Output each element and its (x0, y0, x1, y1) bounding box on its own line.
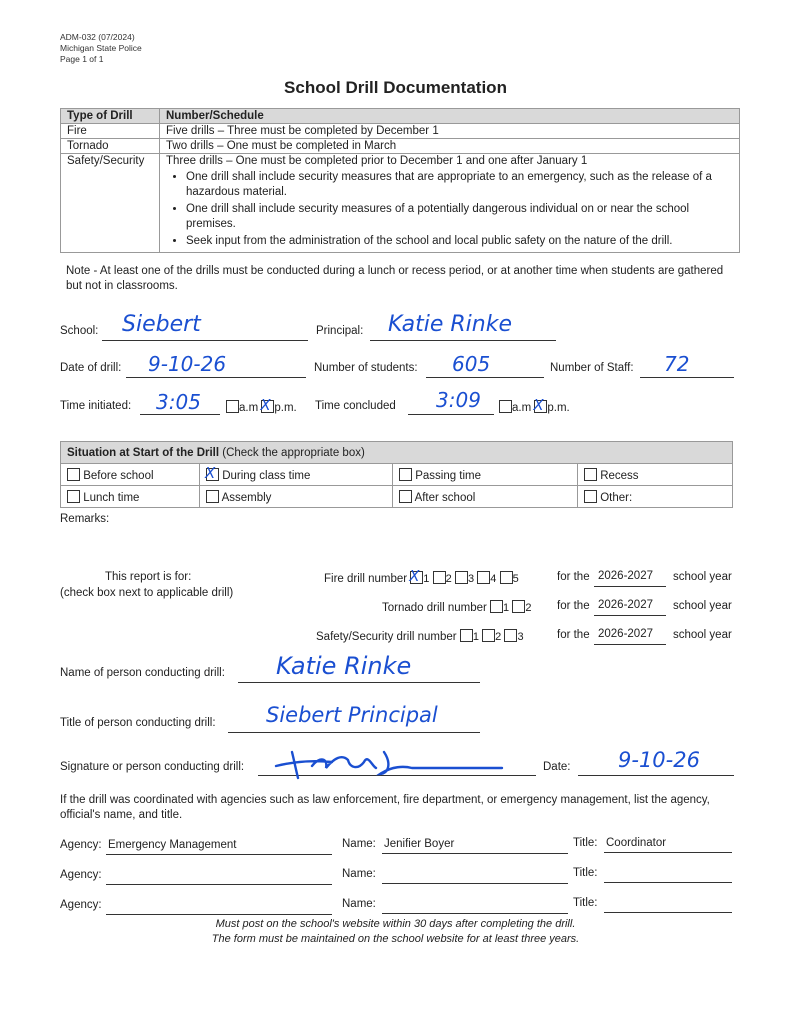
date-field[interactable]: 9-10-26 (148, 352, 227, 376)
name-field[interactable]: Jenifier Boyer (384, 838, 455, 850)
am-checkbox[interactable] (226, 400, 239, 413)
principal-field[interactable]: Katie Rinke (388, 312, 513, 337)
tornado-drill-label: Tornado drill number (382, 602, 487, 614)
title-label: Title: (573, 897, 598, 909)
principal-line (370, 340, 556, 341)
safety-for-the: for the (557, 629, 590, 641)
name-label: Name: (342, 838, 376, 850)
num-label: 2 (445, 573, 452, 585)
conductor-name-line (238, 682, 480, 683)
title-label: Title: (573, 867, 598, 879)
situation-header-note: (Check the appropriate box) (219, 446, 365, 459)
safety-drill-row (316, 629, 524, 643)
safety-2-checkbox[interactable] (482, 629, 495, 642)
time-initiated-field[interactable]: 3:05 (156, 390, 201, 414)
name-line (382, 853, 568, 854)
time-concluded-line (408, 414, 494, 415)
conductor-title-field[interactable]: Siebert Principal (266, 703, 438, 727)
situation-header (61, 442, 733, 464)
safety-bullet: • One drill shall include security measures of a potentially dangerous individual on or near the school premises. (186, 202, 733, 232)
option-label: Before school (83, 469, 154, 482)
tornado-drill-row (382, 600, 532, 614)
page-number: Page 1 of 1 (60, 54, 104, 64)
am-label: a.m (239, 402, 259, 414)
time-concluded-field[interactable]: 3:09 (436, 388, 481, 412)
am-label: a.m (512, 402, 532, 414)
conductor-name-field[interactable]: Katie Rinke (276, 652, 412, 680)
school-field[interactable]: Siebert (122, 312, 201, 337)
school-line (102, 340, 308, 341)
col-type-header: Type of Drill (61, 109, 160, 124)
option-label: Passing time (415, 469, 482, 482)
agency-line[interactable] (106, 884, 332, 885)
option-label: After school (414, 491, 476, 504)
safety-year-line (594, 644, 666, 645)
safety-1-checkbox[interactable] (460, 629, 473, 642)
principal-label: Principal: (316, 325, 364, 337)
safety-bullets (166, 170, 733, 249)
situation-option[interactable] (393, 486, 578, 508)
footer-line-2: The form must be maintained on the school website for at least three years. (211, 933, 580, 945)
fire-year-field[interactable]: 2026-2027 (598, 570, 653, 582)
date-label: Date of drill: (60, 362, 122, 374)
title-line[interactable] (604, 912, 732, 913)
title-field[interactable]: Coordinator (606, 837, 667, 849)
situation-table (60, 441, 733, 508)
recess-checkbox[interactable] (584, 468, 597, 481)
lunch-time-checkbox[interactable] (67, 490, 80, 503)
title-line (604, 852, 732, 853)
tornado-for-the: for the (557, 600, 590, 612)
agency-label: Agency: (60, 899, 102, 911)
passing-time-checkbox[interactable] (399, 468, 412, 481)
signature-date-line (578, 775, 734, 776)
conductor-title-label: Title of person conducting drill: (60, 717, 216, 729)
situation-option[interactable] (578, 464, 733, 486)
fire-1-checkbox[interactable] (410, 571, 423, 584)
fire-2-checkbox[interactable] (433, 571, 446, 584)
name-label: Name: (342, 868, 376, 880)
situation-option[interactable] (393, 464, 578, 486)
other-checkbox[interactable] (584, 490, 597, 503)
agency-label: Agency: (60, 869, 102, 881)
num-label: 1 (472, 631, 479, 643)
fire-school-year: school year (673, 571, 732, 583)
conductor-title-line (228, 732, 480, 733)
fire-5-checkbox[interactable] (500, 571, 513, 584)
remarks-label: Remarks: (60, 513, 110, 525)
agency-line[interactable] (106, 914, 332, 915)
safety-3-checkbox[interactable] (504, 629, 517, 642)
pm-checkbox[interactable] (534, 400, 547, 413)
tornado-1-checkbox[interactable] (490, 600, 503, 613)
safety-drill-label: Safety/Security drill number (316, 631, 457, 643)
staff-label: Number of Staff: (550, 362, 634, 374)
agency-line (106, 854, 332, 855)
footer-line-1: Must post on the school's website within 30 days after completing the drill. (215, 918, 576, 930)
report-check-label: (check box next to applicable drill) (60, 587, 234, 599)
fire-drill-row (324, 571, 519, 585)
name-label: Name: (342, 898, 376, 910)
safety-year-field[interactable]: 2026-2027 (598, 628, 653, 640)
after-school-checkbox[interactable] (399, 490, 412, 503)
situation-option[interactable] (200, 486, 393, 508)
time-initiated-label: Time initiated: (60, 400, 132, 412)
fire-type: Fire (61, 124, 160, 139)
page-title: School Drill Documentation (284, 78, 507, 97)
date-line (126, 377, 306, 378)
staff-line (640, 377, 734, 378)
during-class-checkbox[interactable] (206, 468, 219, 481)
situation-option[interactable] (578, 486, 733, 508)
tornado-year-line (594, 615, 666, 616)
fire-schedule: Five drills – Three must be completed by December 1 (160, 124, 740, 139)
signature-date-field[interactable]: 9-10-26 (618, 748, 700, 772)
name-line[interactable] (382, 883, 568, 884)
pm-checkbox[interactable] (261, 400, 274, 413)
option-label: Other: (600, 491, 633, 504)
situation-header-bold: Situation at Start of the Drill (67, 446, 220, 459)
option-label: Recess (600, 469, 639, 482)
safety-school-year: school year (673, 629, 732, 641)
fire-4-checkbox[interactable] (477, 571, 490, 584)
form-id: ADM-032 (07/2024) (60, 32, 135, 42)
option-label: During class time (222, 469, 311, 482)
conductor-name-label: Name of person conducting drill: (60, 667, 225, 679)
assembly-checkbox[interactable] (206, 490, 219, 503)
time-initiated-line (140, 414, 220, 415)
safety-type: Safety/Security (61, 154, 160, 253)
signature-image[interactable] (272, 744, 512, 780)
am-checkbox[interactable] (499, 400, 512, 413)
students-line (426, 377, 544, 378)
situation-option[interactable] (200, 464, 393, 486)
time-concluded-label: Time concluded (315, 400, 396, 412)
num-label: 1 (503, 602, 510, 614)
fire-drill-label: Fire drill number (324, 573, 408, 585)
tornado-school-year: school year (673, 600, 732, 612)
title-line[interactable] (604, 882, 732, 883)
tornado-schedule: Two drills – One must be completed in March (160, 139, 740, 154)
num-label: 1 (423, 573, 430, 585)
safety-schedule: Three drills – One must be completed prior to December 1 and one after January 1 (166, 155, 588, 167)
staff-field[interactable]: 72 (664, 352, 690, 376)
fire-for-the: for the (557, 571, 590, 583)
report-for-label: This report is for: (105, 571, 192, 583)
before-school-checkbox[interactable] (67, 468, 80, 481)
time-conc-ampm (499, 400, 570, 414)
lunch-recess-note: Note - At least one of the drills must be conducted during a lunch or recess period, or at another time when students are gathered but not in classrooms. (66, 265, 724, 292)
num-label: 3 (467, 573, 475, 585)
pm-label: p.m. (547, 402, 570, 414)
drill-requirements-table (60, 108, 740, 253)
num-label: 3 (517, 631, 524, 643)
num-label: 5 (512, 573, 519, 585)
issuing-agency: Michigan State Police (60, 43, 142, 53)
num-label: 2 (495, 631, 502, 643)
signature-label: Signature or person conducting drill: (60, 761, 245, 773)
form-header (60, 32, 142, 65)
safety-bullet: • Seek input from the administration of the school and local public safety on the nature of the drill. (186, 234, 733, 249)
agency-label: Agency: (60, 839, 102, 851)
num-label: 4 (490, 573, 497, 585)
option-label: Lunch time (83, 491, 140, 504)
safety-schedule-cell (160, 154, 740, 253)
title-label: Title: (573, 837, 598, 849)
safety-bullet: • One drill shall include security measures that are appropriate to an emergency, such as the release of a hazardous material. (186, 170, 733, 200)
school-label: School: (60, 325, 99, 337)
situation-option[interactable] (61, 464, 200, 486)
tornado-type: Tornado (61, 139, 160, 154)
agency-note: If the drill was coordinated with agencies such as law enforcement, fire department, or emergency management, list the agency, official's name, and title. (60, 794, 710, 821)
students-label: Number of students: (314, 362, 418, 374)
agency-field[interactable]: Emergency Management (108, 839, 237, 851)
signature-date-label: Date: (543, 761, 571, 773)
name-line[interactable] (382, 913, 568, 914)
fire-year-line (594, 586, 666, 587)
students-field[interactable]: 605 (452, 352, 491, 376)
fire-3-checkbox[interactable] (455, 571, 468, 584)
situation-option[interactable] (61, 486, 200, 508)
option-label: Assembly (221, 491, 272, 504)
tornado-year-field[interactable]: 2026-2027 (598, 599, 653, 611)
tornado-2-checkbox[interactable] (512, 600, 525, 613)
col-schedule-header: Number/Schedule (160, 109, 740, 124)
pm-label: p.m. (274, 402, 297, 414)
time-init-ampm (226, 400, 297, 414)
num-label: 2 (525, 602, 532, 614)
